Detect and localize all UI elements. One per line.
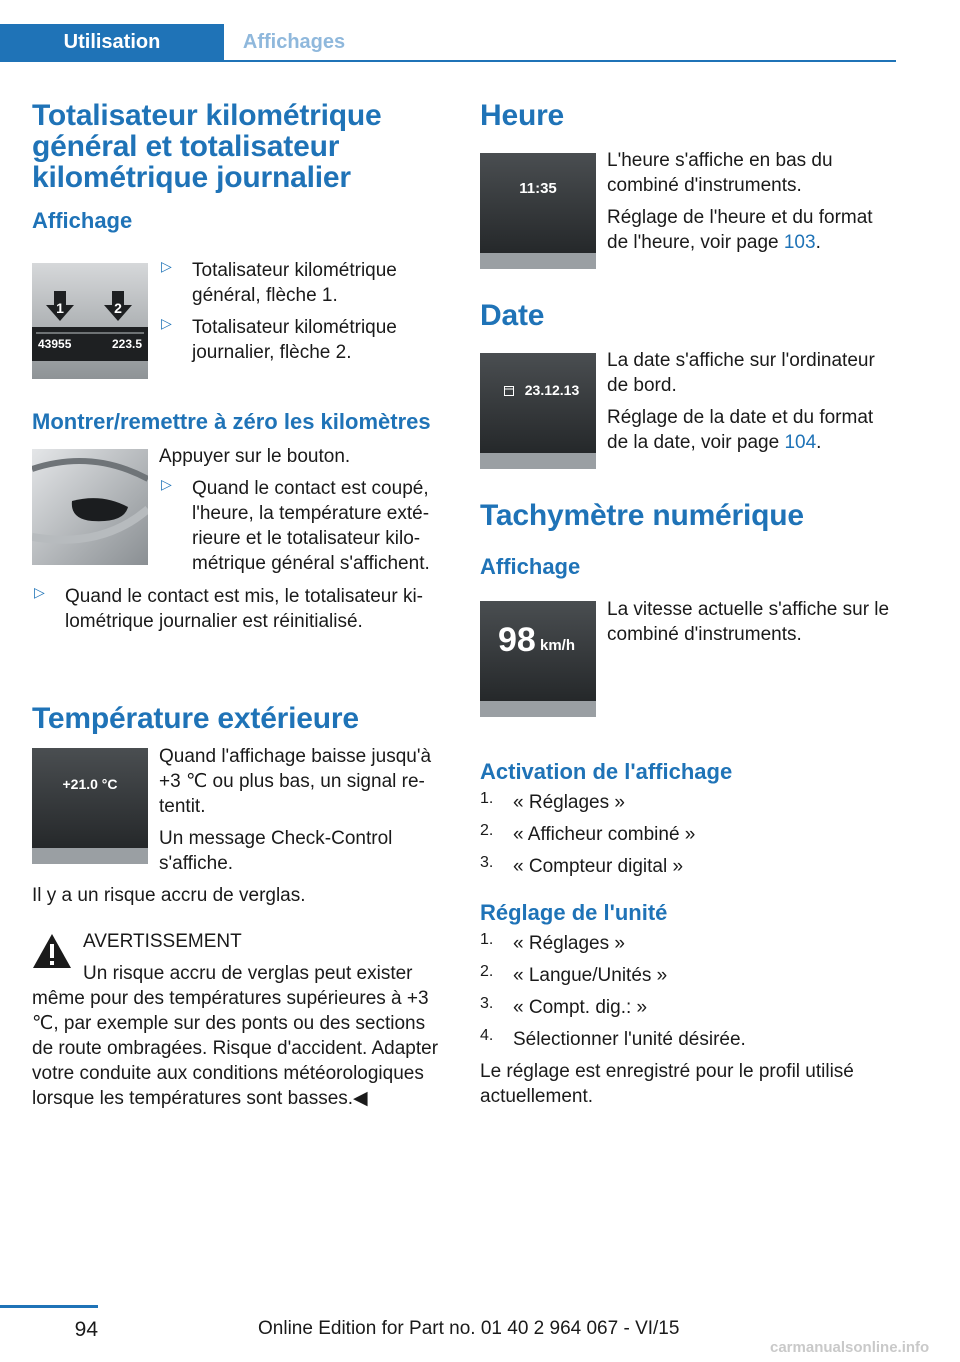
subhead-affichage-tachy: Affichage bbox=[480, 554, 581, 579]
section-title-temperature: Température extérieure bbox=[32, 702, 359, 735]
subhead-unite: Réglage de l'unité bbox=[480, 900, 668, 925]
list-item: 3. « Compteur digital » bbox=[480, 854, 684, 877]
arrow-label-1: 1 bbox=[56, 300, 64, 316]
odometer-total-value: 43955 bbox=[38, 337, 72, 351]
warning-title: AVERTISSEMENT bbox=[83, 931, 242, 952]
warning-text: Un risque accru de verglas peut exister même pour des températures supérieures à +3 ℃, par exemple sur des ponts ou des sections de route ombragées. Risque d'accident. Adapter votre conduite aux conditions météorologiques lorsque les températures sont basses.◀ bbox=[32, 963, 439, 1109]
section-odometer bbox=[32, 100, 448, 396]
odometer-bullets bbox=[159, 258, 449, 365]
list-item: 2. « Afficheur combiné » bbox=[480, 822, 696, 845]
triangle-bullet-icon: ▷ bbox=[161, 258, 172, 274]
triangle-bullet-icon: ▷ bbox=[34, 584, 45, 600]
speed-figure bbox=[480, 601, 596, 717]
date-figure bbox=[480, 353, 596, 469]
list-item: 4. Sélectionner l'unité désirée. bbox=[480, 1027, 746, 1050]
list-item: ▷ Totalisateur kilométrique général, flèche 1. bbox=[161, 258, 397, 306]
footer-rule bbox=[0, 1305, 98, 1308]
section-activation bbox=[480, 758, 896, 879]
right-column bbox=[480, 100, 896, 1109]
heure-text: L'heure s'affiche en bas du combiné d'instruments. Réglage de l'heure et du format de l'heure, voir page 103. bbox=[607, 150, 873, 253]
subhead-activation: Activation de l'affichage bbox=[480, 759, 733, 784]
subhead-reset: Montrer/remettre à zéro les kilomètres bbox=[32, 409, 431, 434]
warning-box bbox=[32, 929, 448, 1111]
list-item: 1. « Réglages » bbox=[480, 931, 625, 954]
reset-button-illustration bbox=[32, 449, 148, 565]
tachy-text: La vitesse actuelle s'affiche sur le combiné d'instruments. bbox=[607, 599, 890, 645]
left-column bbox=[32, 99, 448, 1109]
header-tabs bbox=[0, 24, 896, 62]
page-number: 94 bbox=[74, 1318, 98, 1341]
footer-edition: Online Edition for Part no. 01 40 2 964 067 - VI/15 bbox=[258, 1318, 680, 1339]
speed-value: 98 bbox=[498, 621, 536, 659]
section-temperature bbox=[32, 702, 448, 1109]
section-title-odometer: Totalisateur kilométrique général et totalisateur kilométrique journalier bbox=[32, 99, 382, 194]
page-link-104[interactable]: 104 bbox=[784, 432, 817, 453]
section-reset bbox=[32, 408, 448, 683]
reset-intro: Appuyer sur le bouton. bbox=[159, 446, 351, 467]
section-title-date: Date bbox=[480, 299, 545, 332]
warning-triangle-icon bbox=[32, 933, 72, 969]
date-readout: 23.12.13 bbox=[524, 382, 580, 398]
odometer-trip-value: 223.5 bbox=[111, 337, 142, 351]
temperature-text: Quand l'affichage baisse jusqu'à +3 ℃ ou plus bas, un signal retentit. Un message Check-Control s'affiche. bbox=[159, 746, 432, 874]
clock-readout: 11:35 bbox=[519, 180, 557, 197]
section-unite bbox=[480, 899, 896, 1109]
section-date bbox=[480, 300, 896, 500]
list-item: ▷ Totalisateur kilométrique journalier, flèche 2. bbox=[161, 315, 397, 363]
triangle-bullet-icon: ▷ bbox=[161, 476, 172, 492]
reset-button-figure bbox=[32, 449, 148, 565]
temperature-risk: Il y a un risque accru de verglas. bbox=[32, 885, 306, 906]
tab-utilisation[interactable]: Utilisation bbox=[0, 24, 224, 60]
subhead-affichage-odo: Affichage bbox=[32, 208, 133, 233]
tab-affichages[interactable]: Affichages bbox=[242, 31, 346, 53]
clock-figure bbox=[480, 153, 596, 269]
section-title-heure: Heure bbox=[480, 99, 565, 132]
odometer-figure bbox=[32, 263, 148, 379]
list-item: ▷ Quand le contact est coupé, l'heure, la température extérieure et le totalisateur kilométrique général s'affichent. bbox=[161, 476, 430, 574]
temperature-figure bbox=[32, 748, 148, 864]
date-text: La date s'affiche sur l'ordinateur de bord. Réglage de la date et du format de la date, voir page 104. bbox=[607, 350, 875, 453]
list-item: ▷ Quand le contact est mis, le totalisateur kilométrique journalier est réinitialisé. bbox=[34, 584, 423, 632]
temperature-readout: +21.0 °C bbox=[62, 776, 118, 792]
reset-text bbox=[159, 444, 449, 576]
list-item: 3. « Compt. dig.: » bbox=[480, 995, 648, 1018]
unite-note: Le réglage est enregistré pour le profil utilisé actuellement. bbox=[480, 1061, 854, 1107]
list-item: 1. « Réglages » bbox=[480, 790, 625, 813]
section-heure bbox=[480, 100, 896, 300]
section-tachymetre bbox=[480, 500, 896, 740]
section-title-tachymetre: Tachymètre numérique bbox=[480, 499, 804, 532]
watermark: carmanualsonline.info bbox=[770, 1339, 930, 1356]
arrow-label-2: 2 bbox=[114, 300, 122, 316]
triangle-bullet-icon: ▷ bbox=[161, 315, 172, 331]
page-link-103[interactable]: 103 bbox=[783, 232, 816, 253]
odometer-illustration bbox=[32, 263, 148, 379]
list-item: 2. « Langue/Unités » bbox=[480, 963, 668, 986]
speed-unit: km/h bbox=[540, 637, 576, 654]
